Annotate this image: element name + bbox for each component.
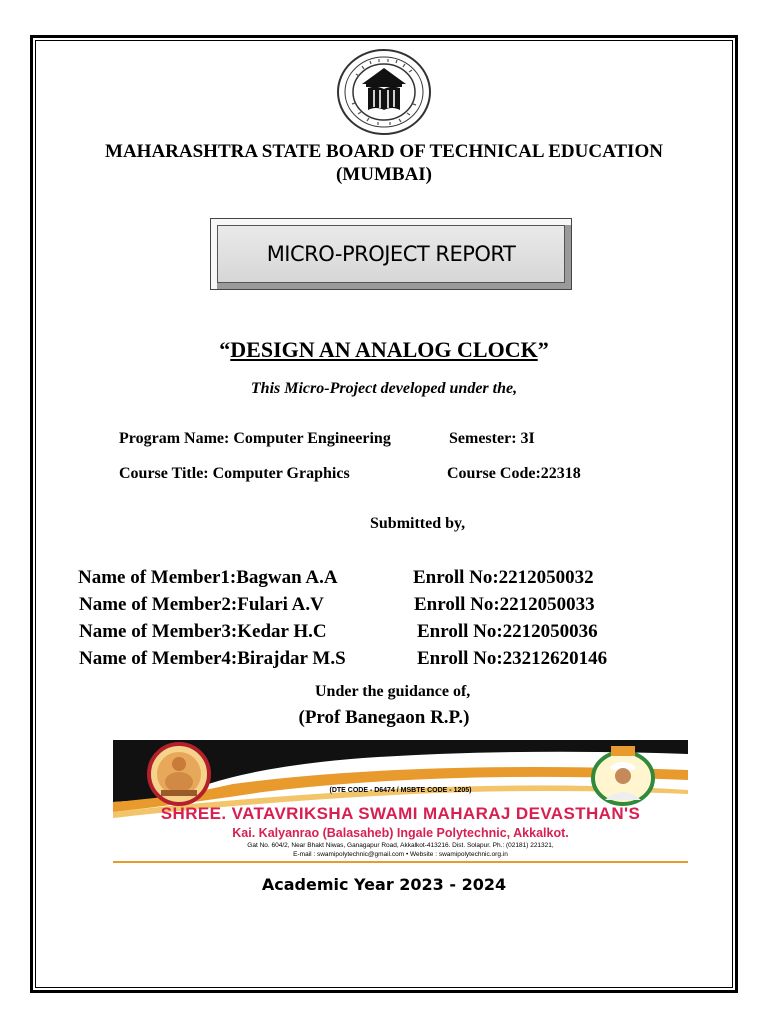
polytechnic-name: Kai. Kalyanrao (Balasaheb) Ingale Polytechnic, Akkalkot. <box>232 826 569 840</box>
trust-emblem-icon <box>141 742 217 806</box>
institute-address: Gat No. 604/2, Near Bhakt Niwas, Ganagapur Road, Akkalkot-413216. Dist. Solapur. Ph.: (02181) 221321, <box>247 842 554 849</box>
academic-year: Academic Year 2023 - 2024 <box>261 875 507 894</box>
report-title-box <box>210 218 572 290</box>
board-city: (MUMBAI) <box>335 164 433 185</box>
guidance-label: Under the guidance of, <box>315 683 471 700</box>
member-enroll: Enroll No:23212620146 <box>417 648 608 669</box>
member-enroll: Enroll No:2212050032 <box>413 567 594 588</box>
semester: Semester: 3I <box>449 430 535 447</box>
founder-portrait-icon <box>583 744 663 806</box>
project-title <box>40 337 728 363</box>
member-name: Name of Member1:Bagwan A.A <box>78 567 338 588</box>
report-label: MICRO-PROJECT REPORT <box>266 242 516 266</box>
dte-code: (DTE CODE - D6474 / MSBTE CODE - 1205) <box>329 787 472 794</box>
institute-name: SHREE. VATAVRIKSHA SWAMI MAHARAJ DEVASTHAN'S <box>160 804 641 823</box>
member-name: Name of Member4:Birajdar M.S <box>79 648 346 669</box>
project-title-close-quote: ” <box>537 337 549 362</box>
member-name: Name of Member2:Fulari A.V <box>79 594 324 615</box>
course-title: Course Title: Computer Graphics <box>119 465 350 482</box>
project-title-open-quote: “ <box>219 337 231 362</box>
member-name: Name of Member3:Kedar H.C <box>79 621 327 642</box>
member-enroll: Enroll No:2212050033 <box>414 594 595 615</box>
developed-under-line: This Micro-Project developed under the, <box>250 380 518 397</box>
submitted-by-label: Submitted by, <box>370 515 466 532</box>
course-code: Course Code:22318 <box>447 465 581 482</box>
program-name: Program Name: Computer Engineering <box>119 430 391 447</box>
project-title-text: DESIGN AN ANALOG CLOCK <box>230 337 538 362</box>
member-enroll: Enroll No:2212050036 <box>417 621 598 642</box>
guide-name: (Prof Banegaon R.P.) <box>298 707 470 728</box>
institute-contact: E-mail : swamipolytechnic@gmail.com • Website : swamipolytechnic.org.in <box>293 851 508 858</box>
institute-banner <box>113 740 688 864</box>
board-name: MAHARASHTRA STATE BOARD OF TECHNICAL EDUCATION <box>105 141 663 162</box>
msbte-seal-logo <box>336 48 432 136</box>
